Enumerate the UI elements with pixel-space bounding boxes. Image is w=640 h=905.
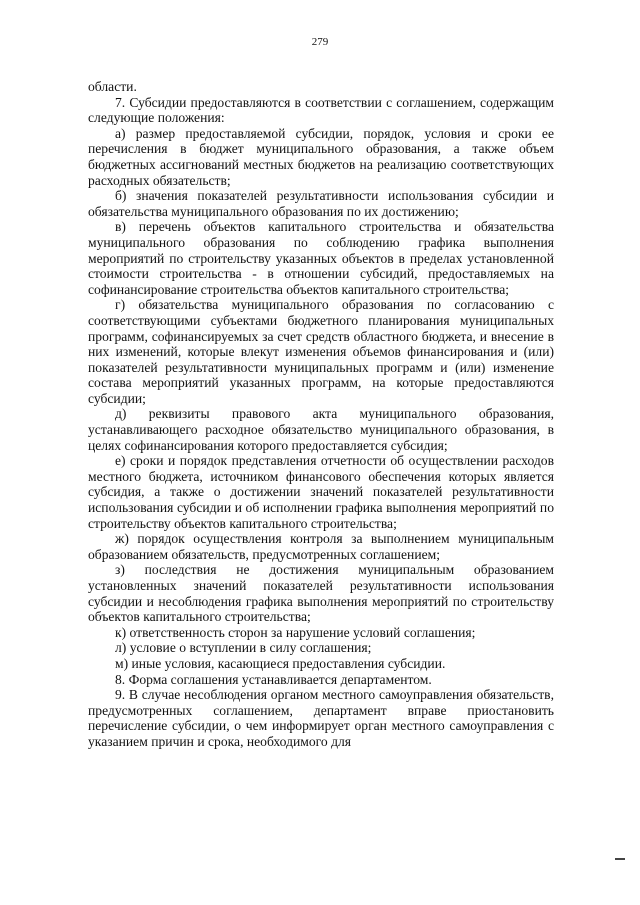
document-body bbox=[88, 79, 554, 750]
paragraph-subitem-zh: ж) порядок осуществления контроля за выполнением муниципальным образованием обязательств, предусмотренных соглашением; bbox=[88, 531, 554, 562]
paragraph-item-7: 7. Субсидии предоставляются в соответствии с соглашением, содержащим следующие положения: bbox=[88, 94, 554, 126]
paragraph-subitem-k: к) ответственность сторон за нарушение условий соглашения; bbox=[115, 624, 476, 640]
paragraph-subitem-g: г) обязательства муниципального образования по согласованию с соответствующими субъектами бюджетного планирования муниципальных программ, софинансируемых за счет средств областного бюджета, и внесение в них изменений, которые влекут изменения объемов финансирования и (или) показателей результативности муниципальных программ и (или) изменение состава мероприятий указанных программ, на которые предоставляются субсидии; bbox=[88, 297, 554, 406]
paragraph-subitem-b: б) значения показателей результативности использования субсидии и обязательства муниципального образования по их достижению; bbox=[88, 188, 554, 219]
paragraph-subitem-l: л) условие о вступлении в силу соглашения; bbox=[115, 640, 372, 656]
paragraph-subitem-a: а) размер предоставляемой субсидии, порядок, условия и сроки ее перечисления в бюджет муниципального образования, а также объем бюджетных ассигнований местных бюджетов на реализацию соответствующих расходных обязательств; bbox=[88, 125, 554, 188]
paragraph-item-9: 9. В случае несоблюдения органом местного самоуправления обязательств, предусмотренных соглашением, департамент вправе приостановить перечисление субсидии, о чем информирует орган местного самоуправления с указанием причин и срока, необходимого для bbox=[88, 687, 554, 749]
scan-mark bbox=[615, 858, 625, 860]
paragraph-subitem-e: е) сроки и порядок представления отчетности об осуществлении расходов местного бюджета, источником финансового обеспечения которых является субсидия, а также о достижении значений показателей результативности использования субсидии и об исполнении графика выполнения мероприятий по строительству объектов капитального строительства; bbox=[88, 453, 554, 531]
page-number: 279 bbox=[311, 36, 329, 48]
paragraph-subitem-d: д) реквизиты правового акта муниципального образования, устанавливающего расходное обязательство муниципального образования, в целях софинансирования которого предоставляется субсидия; bbox=[88, 406, 554, 453]
paragraph-subitem-m: м) иные условия, касающиеся предоставления субсидии. bbox=[115, 655, 446, 671]
paragraph-item-8: 8. Форма соглашения устанавливается департаментом. bbox=[115, 671, 432, 687]
paragraph-subitem-v: в) перечень объектов капитального строительства и обязательства муниципального образования по соблюдению графика выполнения мероприятий по строительству указанных объектов в пределах установленной стоимости строительства - в отношении субсидий, предоставляемых на софинансирование строительства объектов капитального строительства; bbox=[88, 219, 554, 297]
paragraph-subitem-z: з) последствия не достижения муниципальным образованием установленных значений показателей результативности использования субсидии и несоблюдения графика выполнения мероприятий по строительству объектов капитального строительства; bbox=[88, 562, 554, 625]
paragraph-continuation: области. bbox=[88, 79, 137, 94]
